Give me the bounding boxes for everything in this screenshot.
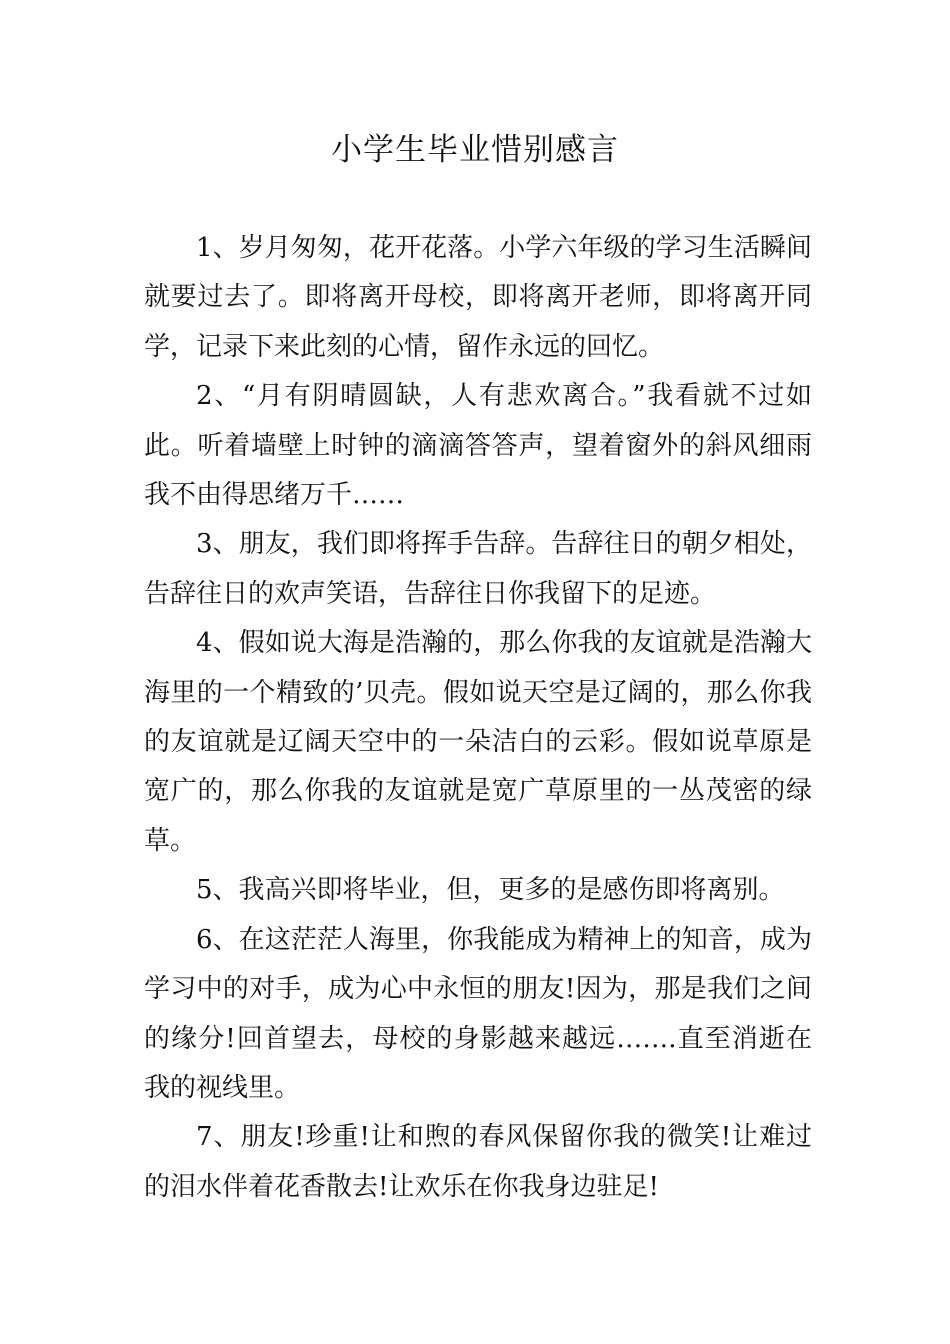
paragraph-5: 5、我高兴即将毕业，但，更多的是感伤即将离别。	[196, 875, 785, 906]
paragraph-6: 6、在这茫茫人海里，你我能成为精神上的知音，成为学习中的对手，成为心中永恒的朋友!因为，那是我们之间的缘分!回首望去，母校的身影越来越远…….直至消逝在我的视线里。	[144, 924, 812, 1103]
document-body	[144, 224, 812, 1212]
paragraph-2: 2、“月有阴晴圆缺，人有悲欢离合。”我看就不过如此。听着墙壁上时钟的滴滴答答声，望着窗外的斜风细雨我不由得思绪万千……	[144, 381, 812, 511]
paragraph-7: 7、朋友!珍重!让和煦的春风保留你我的微笑!让难过的泪水伴着花香散去!让欢乐在你我身边驻足!	[144, 1122, 812, 1202]
paragraph-1: 1、岁月匆匆，花开花落。小学六年级的学习生活瞬间就要过去了。即将离开母校，即将离开老师，即将离开同学，记录下来此刻的心情，留作永远的回忆。	[144, 233, 812, 362]
document-title: 小学生毕业惜别感言	[331, 132, 619, 168]
paragraph-4: 4、假如说大海是浩瀚的，那么你我的友谊就是浩瀚大海里的一个精致的’贝壳。假如说天空是辽阔的，那么你我的友谊就是辽阔天空中的一朵洁白的云彩。假如说草原是宽广的，那么你我的友谊就是宽广草原里的一丛茂密的绿草。	[144, 628, 812, 856]
paragraph-3: 3、朋友，我们即将挥手告辞。告辞往日的朝夕相处，告辞往日的欢声笑语，告辞往日你我留下的足迹。	[144, 529, 812, 609]
